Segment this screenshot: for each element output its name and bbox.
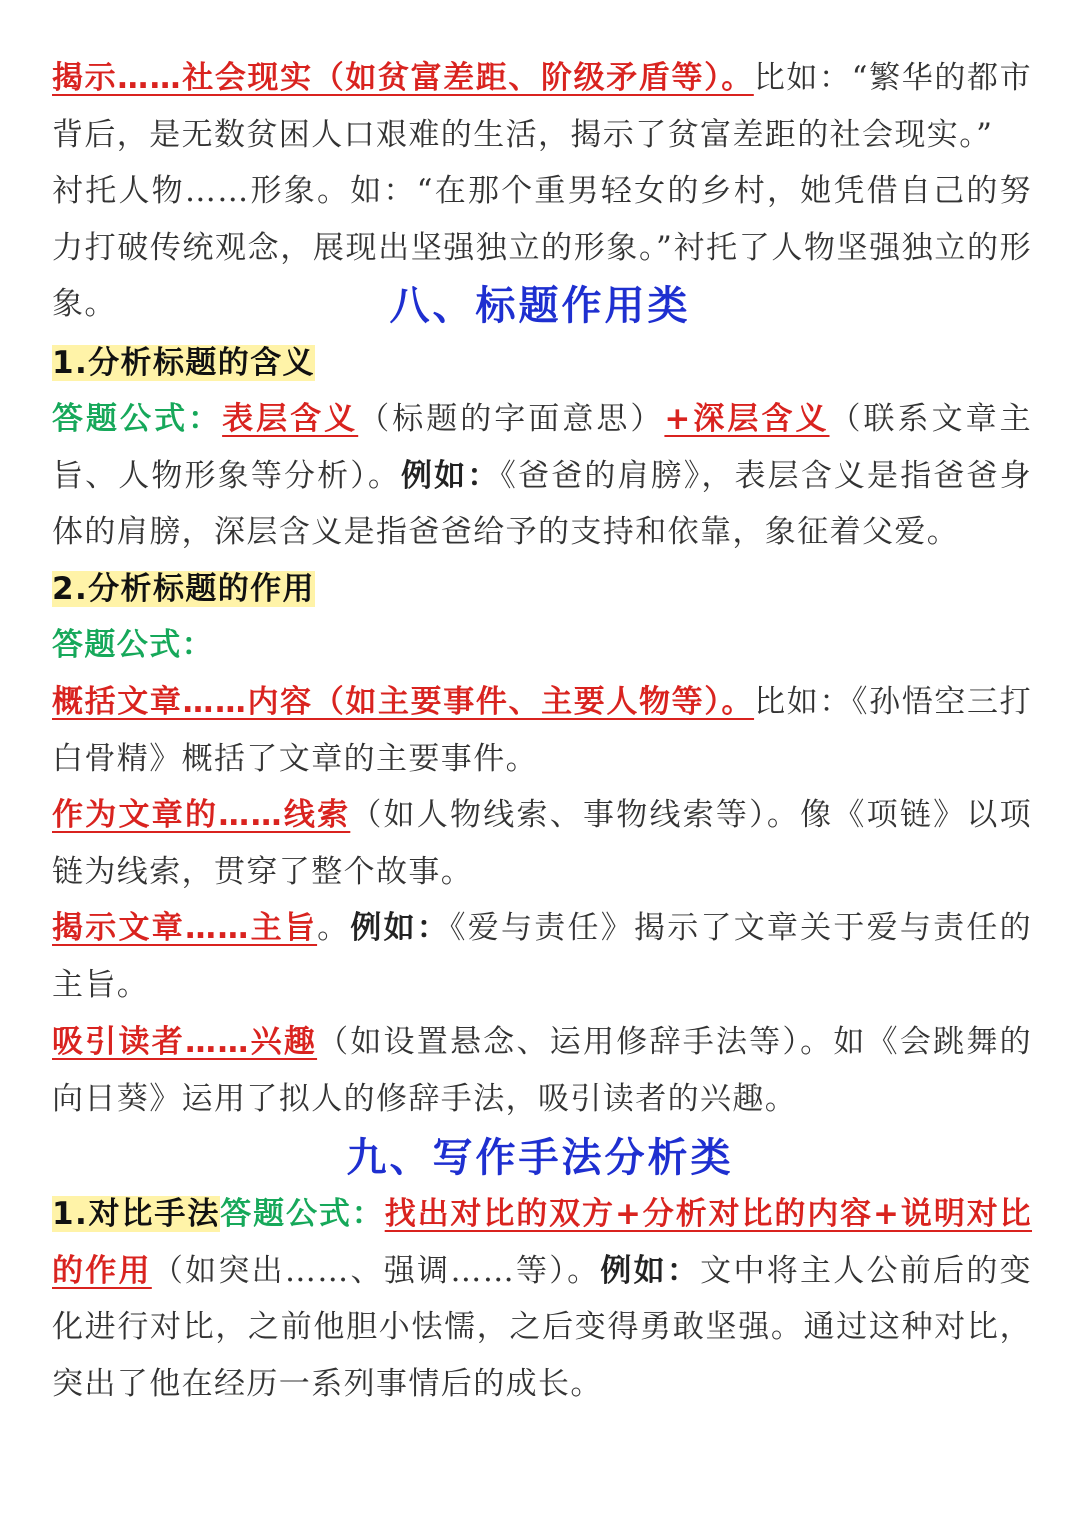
text: 《爱与责任》揭示了文章关于爱与责任的主旨。 bbox=[52, 910, 1033, 1003]
key-phrase: 表层含义 bbox=[222, 401, 359, 437]
text: （如设置悬念、运用修辞手法等）。如《会跳舞的向日葵》运用了拟人的修辞手法，吸引读者的兴趣。 bbox=[52, 1024, 1032, 1117]
subheading: 1.分析标题的含义 bbox=[52, 345, 315, 381]
subheading: 1.对比手法 bbox=[52, 1196, 221, 1232]
example-text: 比如：“繁华的都市背后，是无数贫困人口艰难的生活，揭示了贫富差距的社会现实。” bbox=[52, 60, 1032, 153]
formula-line bbox=[52, 617, 1032, 674]
formula-label: 答题公式： bbox=[52, 627, 214, 663]
key-phrase: 找出对比的双方+分析对比的内容+说明对比的作用 bbox=[52, 1196, 1033, 1289]
example-label: 例如： bbox=[600, 1252, 701, 1289]
example-label: 例如： bbox=[401, 457, 501, 494]
subheading-title-meaning bbox=[52, 335, 1032, 392]
section-heading-9: 九、写作手法分析类 bbox=[346, 1135, 734, 1181]
paragraph-contrast bbox=[52, 1186, 1032, 1412]
text: （标题的字面意思） bbox=[358, 401, 665, 437]
key-phrase: 揭示……社会现实（如贫富差距、阶级矛盾等）。 bbox=[52, 60, 754, 96]
section-heading-8: 八、标题作用类 bbox=[389, 283, 691, 329]
formula-label: 答题公式： bbox=[52, 401, 223, 437]
item-theme bbox=[52, 900, 1032, 1013]
subheading: 2.分析标题的作用 bbox=[52, 571, 315, 607]
key-phrase: 揭示文章……主旨 bbox=[52, 910, 318, 946]
item-clue bbox=[52, 787, 1032, 900]
text: 比如：《孙悟空三打白骨精》概括了文章的主要事件。 bbox=[52, 684, 1032, 777]
subheading-title-function bbox=[52, 561, 1032, 618]
example-label: 例如： bbox=[350, 910, 451, 946]
key-phrase: 作为文章的……线索 bbox=[52, 797, 351, 833]
paragraph-title-meaning bbox=[52, 391, 1032, 561]
item-interest bbox=[52, 1014, 1032, 1127]
key-phrase: 吸引读者……兴趣 bbox=[52, 1024, 318, 1060]
text: 文中将主人公前后的变化进行对比，之前他胆小怯懦，之后变得勇敢坚强。通过这种对比，突出了他在经历一系列事情后的成长。 bbox=[52, 1252, 1032, 1402]
example-text: 衬托人物……形象。如：“在那个重男轻女的乡村，她凭借自己的努力打破传统观念，展现出坚强独立的形象。”衬托了人物坚强独立的形象。 bbox=[52, 173, 1032, 323]
paragraph-social-reality bbox=[52, 50, 1032, 163]
text: （如人物线索、事物线索等）。像《项链》以项链为线索，贯穿了整个故事。 bbox=[52, 797, 1032, 890]
formula-label: 答题公式： bbox=[220, 1196, 385, 1232]
key-phrase: 概括文章……内容（如主要事件、主要人物等）。 bbox=[52, 684, 755, 720]
key-phrase: +深层含义 bbox=[664, 401, 830, 437]
text: 《爸爸的肩膀》，表层含义是指爸爸身体的肩膀，深层含义是指爸爸给予的支持和依靠，象征着父爱。 bbox=[52, 457, 1032, 551]
text: （联系文章主旨、人物形象等分析）。 bbox=[52, 401, 1033, 494]
text: 。 bbox=[317, 910, 351, 946]
text: （如突出……、强调……等）。 bbox=[151, 1252, 601, 1289]
item-summarize bbox=[52, 674, 1032, 787]
